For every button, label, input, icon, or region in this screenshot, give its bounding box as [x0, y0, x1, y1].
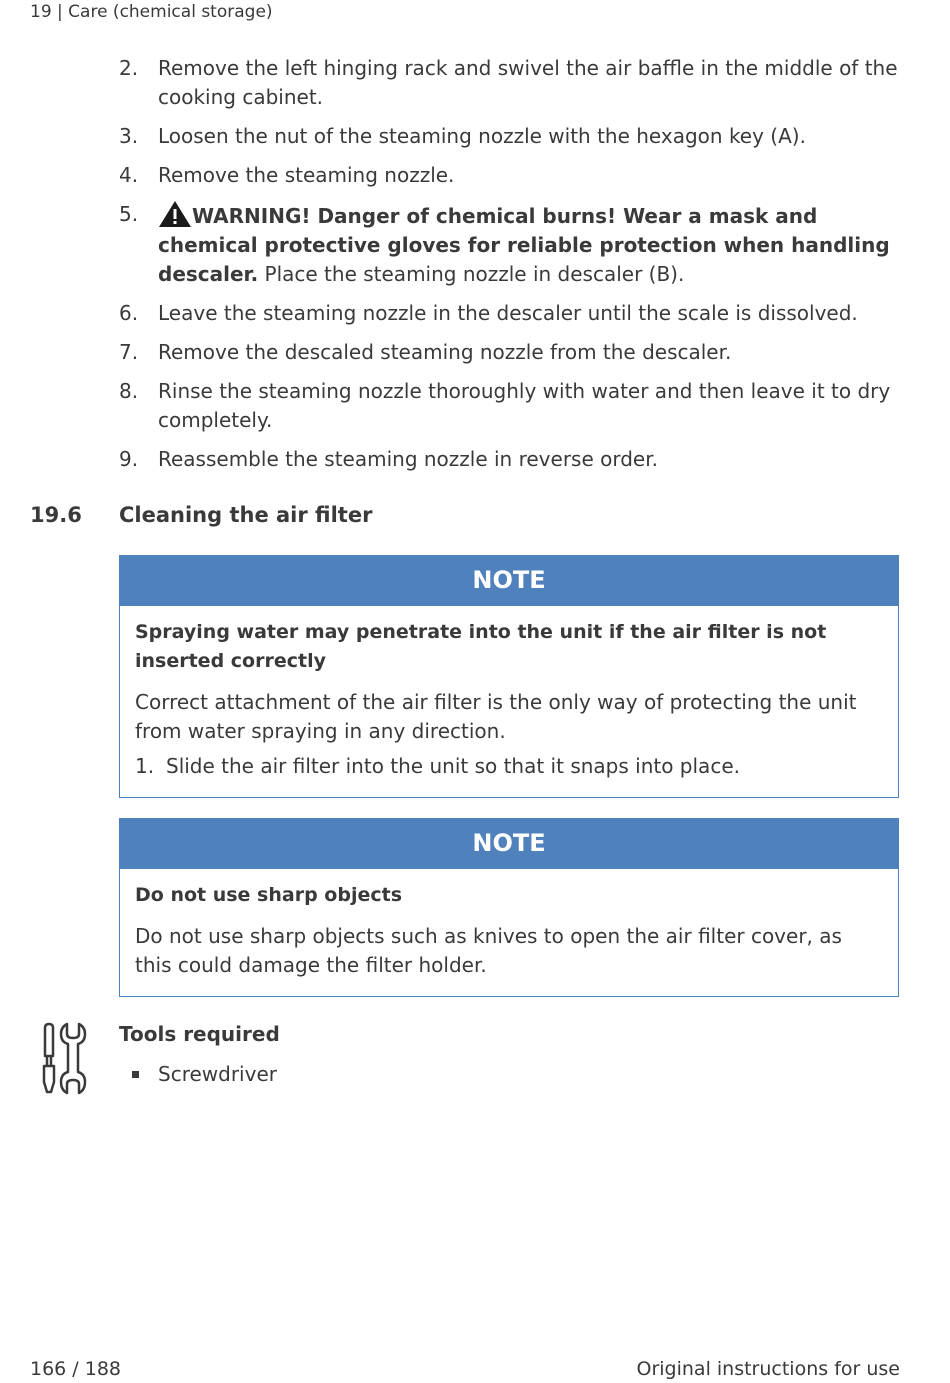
note-box: [119, 818, 899, 997]
step-text: Place the steaming nozzle in descaler (B).: [258, 262, 685, 286]
note-box: [119, 555, 899, 798]
step-number: 3.: [119, 124, 139, 148]
footer-doc-title: Original instructions for use: [636, 1358, 900, 1380]
list-item: [132, 1062, 277, 1086]
note-title: Spraying water may penetrate into the unit if the air filter is not inserted correctly: [135, 621, 827, 672]
step-text: Remove the steaming nozzle.: [158, 163, 455, 187]
step-number: 5.: [119, 202, 139, 226]
warning-text: WARNING! Danger of chemical burns! Wear a mask and chemical protective gloves for reliable protection when handling descaler.: [158, 204, 890, 286]
step-text: Rinse the steaming nozzle thoroughly with water and then leave it to dry completely.: [158, 379, 891, 432]
step-number: 7.: [119, 340, 139, 364]
page-number: 166 / 188: [30, 1358, 122, 1380]
list-item: [119, 54, 899, 112]
bullet: [132, 1071, 139, 1078]
step-text: Leave the steaming nozzle in the descaler until the scale is dissolved.: [158, 301, 858, 325]
step-text: Slide the air filter into the unit so that it snaps into place.: [166, 754, 740, 778]
section-number: 19.6: [30, 503, 82, 527]
list-item: [119, 161, 899, 190]
warning-icon: [158, 200, 192, 228]
list-item: [119, 122, 899, 151]
step-text: Reassemble the steaming nozzle in reverse order.: [158, 447, 658, 471]
list-item: [135, 752, 883, 781]
step-text-warning: [158, 200, 899, 289]
note-body: [120, 869, 898, 996]
note-text: Do not use sharp objects such as knives to open the air filter cover, as this could damage the filter holder.: [135, 924, 842, 977]
step-text: Loosen the nut of the steaming nozzle with the hexagon key (A).: [158, 124, 806, 148]
step-number: 6.: [119, 301, 139, 325]
step-number: 8.: [119, 379, 139, 403]
tool-item: Screwdriver: [158, 1062, 277, 1086]
step-text: Remove the descaled steaming nozzle from the descaler.: [158, 340, 732, 364]
step-number: 2.: [119, 56, 139, 80]
list-item: [119, 377, 899, 435]
steps-list: [119, 54, 899, 484]
step-number: 1.: [135, 754, 155, 778]
step-text: Remove the left hinging rack and swivel the air baffle in the middle of the cooking cabinet.: [158, 56, 898, 109]
section-title: Cleaning the air filter: [119, 503, 373, 527]
list-item: [119, 200, 899, 289]
list-item: [119, 299, 899, 328]
note-heading: NOTE: [120, 819, 898, 869]
page-header: 19 | Care (chemical storage): [30, 2, 273, 22]
note-heading: NOTE: [120, 556, 898, 606]
tools-title: Tools required: [119, 1022, 280, 1046]
note-title: Do not use sharp objects: [135, 884, 403, 906]
note-text: Correct attachment of the air filter is the only way of protecting the unit from water spraying in any direction.: [135, 690, 857, 743]
list-item: [119, 445, 899, 474]
note-body: [120, 606, 898, 791]
section-heading: [30, 503, 372, 527]
step-number: 4.: [119, 163, 139, 187]
list-item: [119, 338, 899, 367]
tools-icon: [40, 1022, 88, 1096]
step-number: 9.: [119, 447, 139, 471]
